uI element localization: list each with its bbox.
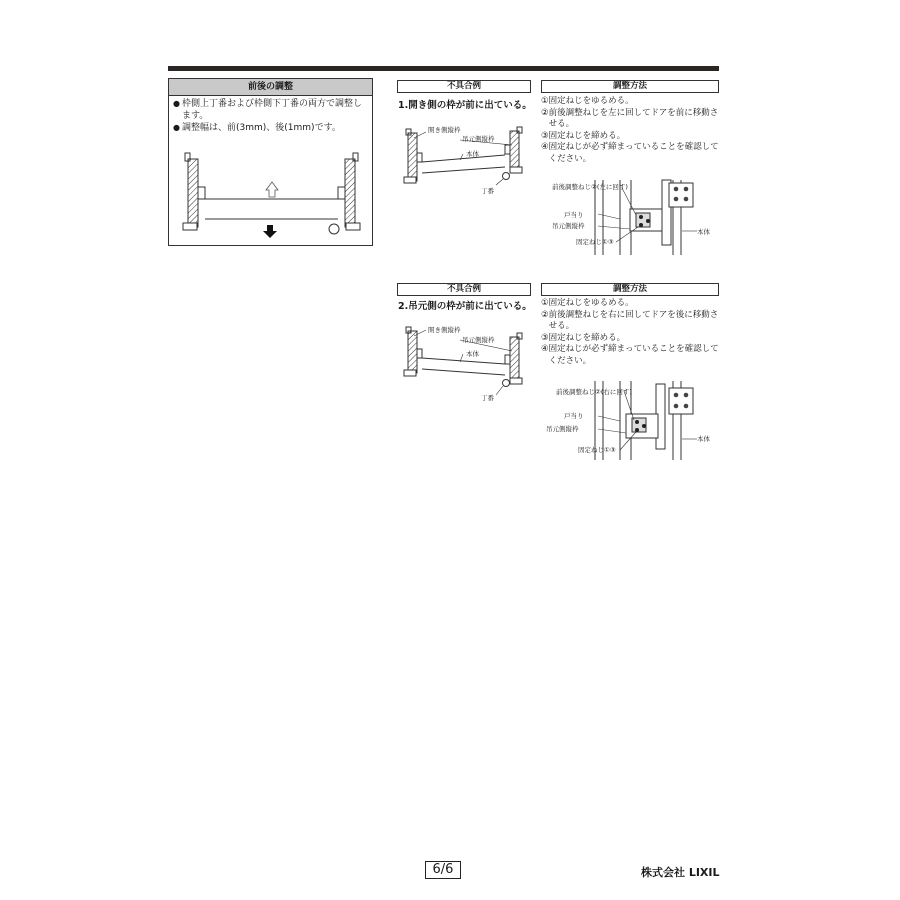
adjustment-steps [541, 298, 723, 367]
screw-icon [674, 404, 679, 409]
hinge-circle-icon [329, 224, 339, 234]
arrow-up-outline-icon [266, 182, 278, 197]
screw-icon [642, 424, 646, 428]
frame-cap [510, 378, 522, 384]
label-body: 本体 [697, 435, 710, 443]
step-item: ④ 固定ねじが必ず締まっていることを確認してください。 [541, 142, 719, 164]
defect-example-header: 不具合例 [397, 283, 531, 296]
bullet-item [173, 122, 368, 134]
screw-icon [674, 197, 679, 202]
step-item: ② 前後調整ねじを右に回してドアを後に移動させる。 [541, 309, 719, 331]
door-edge [422, 155, 505, 162]
screw-icon [646, 219, 650, 223]
screw-icon [635, 420, 639, 424]
top-rule [168, 66, 719, 71]
label-fix-screw: 固定ねじ①③ [576, 238, 614, 246]
step-item: ① 固定ねじをゆるめる。 [541, 298, 634, 308]
hinge-block [417, 153, 422, 162]
case-title: 2.吊元側の枠が前に出ている。 [398, 301, 532, 312]
label-hinge: 丁番 [481, 394, 494, 402]
arrow-down-icon [263, 225, 277, 238]
label-door-stop: 戸当り [564, 412, 584, 420]
label-hinge-frame: 吊元側縦枠 [552, 222, 585, 230]
hinge-side-frame [510, 337, 519, 381]
left-frame [188, 159, 198, 227]
bullet-icon: ● [173, 99, 180, 108]
label-hinge-frame: 吊元側縦枠 [462, 336, 495, 344]
screw-icon [684, 197, 689, 202]
panel-heading: 前後の調整 [169, 79, 372, 96]
label-hinge: 丁番 [481, 187, 494, 195]
hinge-block [198, 187, 205, 199]
label-open-frame: 開き側縦枠 [428, 326, 461, 334]
hinge-block [417, 349, 422, 358]
step-item: ① 固定ねじをゆるめる。 [541, 96, 634, 106]
hinge-circle-icon [503, 380, 510, 387]
step-item: ③ 固定ねじを締める。 [541, 130, 626, 141]
right-frame [345, 159, 355, 227]
frame-cap [510, 167, 522, 173]
open-side-frame [408, 133, 417, 181]
screw-icon [639, 223, 643, 227]
frame-cap [346, 223, 360, 230]
step-item: ④ 固定ねじが必ず締まっていることを確認してください。 [541, 344, 719, 366]
hinge-block [505, 145, 510, 154]
bullet-icon: ● [173, 123, 180, 132]
label-open-frame: 開き側縦枠 [428, 126, 461, 134]
screw-icon [684, 404, 689, 409]
hinge-leaf [669, 183, 693, 207]
label-hinge-frame: 吊元側縦枠 [546, 425, 579, 433]
hinge-block [505, 355, 510, 364]
hinge-leaf [669, 388, 693, 414]
adjustment-method-header: 調整方法 [541, 80, 719, 93]
label-body: 本体 [466, 150, 479, 158]
screw-icon [639, 215, 643, 219]
hinge-circle-icon [503, 173, 510, 180]
door-edge [422, 167, 505, 173]
step-item: ③ 固定ねじを締める。 [541, 332, 626, 343]
screw-icon [684, 187, 689, 192]
door-edge [422, 369, 505, 375]
adjustment-method-header: 調整方法 [541, 283, 719, 296]
screw-icon [635, 428, 639, 432]
frame-cap [404, 177, 416, 183]
screw-icon [674, 393, 679, 398]
defect-example-header: 不具合例 [397, 80, 531, 93]
front-back-adjustment-panel [168, 78, 373, 246]
label-adjust-screw: 前後調整ねじ②(右に回す) [556, 388, 632, 396]
open-side-frame [408, 331, 417, 373]
screw-icon [674, 187, 679, 192]
page-number: 6/6 [425, 861, 461, 879]
frame-cap [183, 223, 197, 230]
label-hinge-frame: 吊元側縦枠 [462, 135, 495, 143]
hinge-side-frame [510, 131, 519, 169]
case-title: 1.開き側の枠が前に出ている。 [398, 100, 532, 111]
adjustment-steps [541, 96, 723, 165]
label-body: 本体 [697, 228, 710, 236]
door-edge [422, 358, 505, 364]
bullet-text: 枠側上丁番および枠側下丁番の両方で調整します。 [182, 99, 363, 121]
label-adjust-screw: 前後調整ねじ②(左に回す) [552, 183, 628, 191]
hinge-block [338, 187, 345, 199]
bullet-item [173, 98, 368, 122]
bullet-text: 調整幅は、前(3mm)、後(1mm)です。 [182, 123, 341, 133]
company-name: 株式会社 LIXIL [641, 866, 720, 879]
frame-cap [404, 370, 416, 376]
step-item: ② 前後調整ねじを左に回してドアを前に移動させる。 [541, 107, 719, 129]
label-door-stop: 戸当り [564, 211, 584, 219]
screw-icon [684, 393, 689, 398]
label-body: 本体 [466, 350, 479, 358]
label-fix-screw: 固定ねじ①③ [578, 446, 616, 454]
door-plan-diagram [169, 147, 373, 245]
